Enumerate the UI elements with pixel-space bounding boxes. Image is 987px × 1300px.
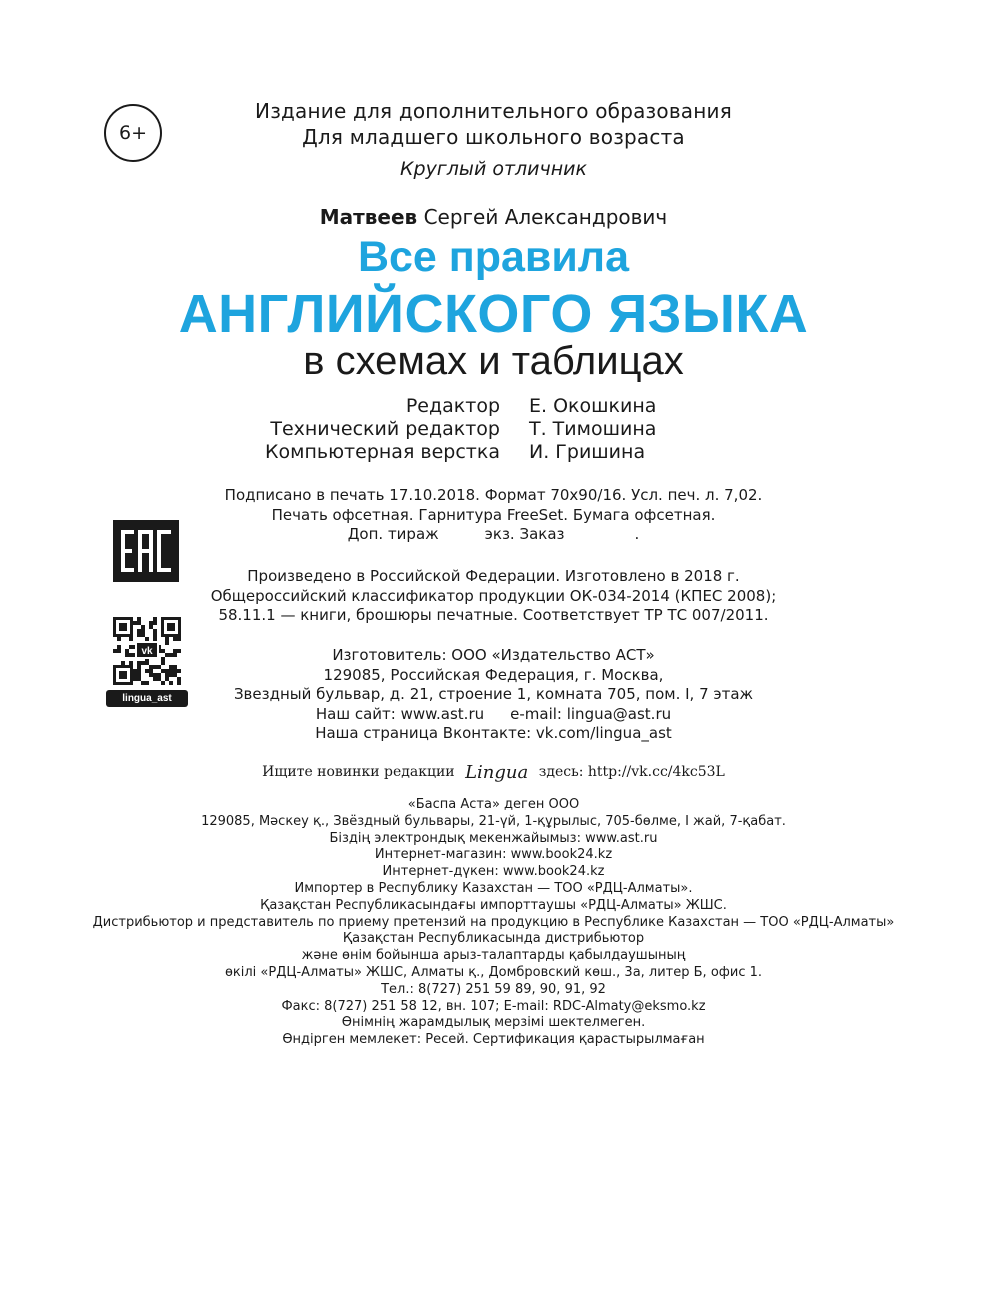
- manufacturer-line: Изготовитель: ООО «Издательство АСТ»: [332, 646, 655, 664]
- lingua-logo: Lingua: [465, 762, 529, 783]
- search-link[interactable]: здесь: http://vk.cc/4kc53L: [538, 764, 725, 780]
- kz-line: Өнімнің жарамдылық мерзімі шектелмеген.: [341, 1015, 646, 1031]
- vk-icon: vk: [141, 646, 153, 657]
- kz-line: Дистрибьютор и представитель по приему претензий на продукцию в Республике Казахстан — ТОО «РДЦ-Алматы»: [92, 914, 895, 930]
- kz-line: және өнім бойынша арыз-талаптарды қабылдаушының: [301, 948, 686, 964]
- manufacturer-line: 129085, Российская Федерация, г. Москва,: [323, 665, 664, 684]
- kz-line: өкілі «РДЦ-Алматы» ЖШС, Алматы қ., Домбровский көш., 3а, литер Б, офис 1.: [224, 964, 763, 980]
- kz-line: Интернет-дүкен: www.book24.kz: [382, 864, 605, 880]
- kz-line: Қазақстан Республикасында дистрибьютор: [342, 931, 645, 947]
- order-end: .: [634, 525, 640, 543]
- site-link[interactable]: Наш сайт: www.ast.ru: [315, 704, 485, 723]
- print-run-label: Доп. тираж: [347, 525, 439, 543]
- manufacturer-line: Звездный бульвар, д. 21, строение 1, комната 705, пом. I, 7 этаж: [233, 685, 754, 703]
- book-title-line-1: Все правила: [357, 233, 630, 281]
- qr-label: lingua_ast: [106, 690, 188, 707]
- book-title-line-2: АНГЛИЙСКОГО ЯЗЫКА: [178, 284, 809, 344]
- production-info: [0, 567, 987, 626]
- production-line: 58.11.1 — книги, брошюры печатные. Соответствует ТР ТС 007/2011.: [218, 606, 769, 624]
- credit-name: Т. Тимошина: [529, 418, 657, 440]
- kz-line: Өндірген мемлекет: Ресей. Сертификация қарастырылмаған: [282, 1032, 705, 1048]
- manufacturer-contacts: [0, 705, 987, 725]
- email-link[interactable]: e-mail: lingua@ast.ru: [510, 704, 672, 723]
- kz-line: «Баспа Аста» деген ООО: [407, 797, 580, 812]
- credit-row: [0, 395, 987, 418]
- kz-line: Факс: 8(727) 251 58 12, вн. 107; E-mail: RDC-Almaty@eksmo.kz: [281, 998, 706, 1014]
- search-line: [0, 760, 987, 781]
- kz-line: Интернет-магазин: www.book24.kz: [374, 847, 613, 863]
- credit-name: Е. Окошкина: [529, 395, 657, 417]
- series-name: Круглый отличник: [400, 158, 587, 180]
- search-text: Ищите новинки редакции: [262, 764, 455, 780]
- author-surname: Матвеев: [319, 205, 418, 229]
- kz-line: Тел.: 8(727) 251 59 89, 90, 91, 92: [381, 981, 606, 997]
- credit-role: Технический редактор: [270, 418, 500, 440]
- manufacturer-info: [0, 646, 987, 744]
- credit-name: И. Гришина: [529, 441, 646, 463]
- series-line-2: Для младшего школьного возраста: [302, 125, 685, 149]
- credit-role: Редактор: [405, 395, 500, 417]
- author: [0, 205, 987, 229]
- kz-line: Импортер в Республику Казахстан — ТОО «РДЦ-Алматы».: [294, 880, 693, 896]
- kz-info: [0, 797, 987, 1049]
- print-info-line: Печать офсетная. Гарнитура FreeSet. Бумага офсетная.: [271, 505, 716, 524]
- credits-block: [0, 395, 987, 464]
- credit-role: Компьютерная верстка: [265, 441, 500, 463]
- age-rating-text: 6+: [118, 122, 147, 144]
- book-subtitle: в схемах и таблицах: [303, 339, 684, 383]
- production-line: Произведено в Российской Федерации. Изготовлено в 2018 г.: [247, 567, 740, 585]
- series-line-1: Издание для дополнительного образования: [255, 99, 732, 123]
- order-label: экз. Заказ: [484, 525, 565, 543]
- kz-line: Қазақстан Республикасындағы импорттаушы «РДЦ-Алматы» ЖШС.: [260, 897, 727, 913]
- author-given-name: Сергей Александрович: [423, 205, 668, 229]
- vk-link[interactable]: Наша страница Вконтакте: vk.com/lingua_ast: [315, 724, 672, 742]
- credit-row: [0, 441, 987, 464]
- production-line: Общероссийский классификатор продукции ОК-034-2014 (КПЕС 2008);: [210, 586, 777, 605]
- credit-row: [0, 418, 987, 441]
- print-info-line: Подписано в печать 17.10.2018. Формат 70x90/16. Усл. печ. л. 7,02.: [224, 486, 763, 504]
- kz-line: Біздің электрондық мекенжайымыз: www.ast.ru: [329, 830, 658, 846]
- kz-line: 129085, Мәскеу қ., Звёздный бульвары, 21-үй, 1-құрылыс, 705-бөлме, I жай, 7-қабат.: [201, 813, 786, 829]
